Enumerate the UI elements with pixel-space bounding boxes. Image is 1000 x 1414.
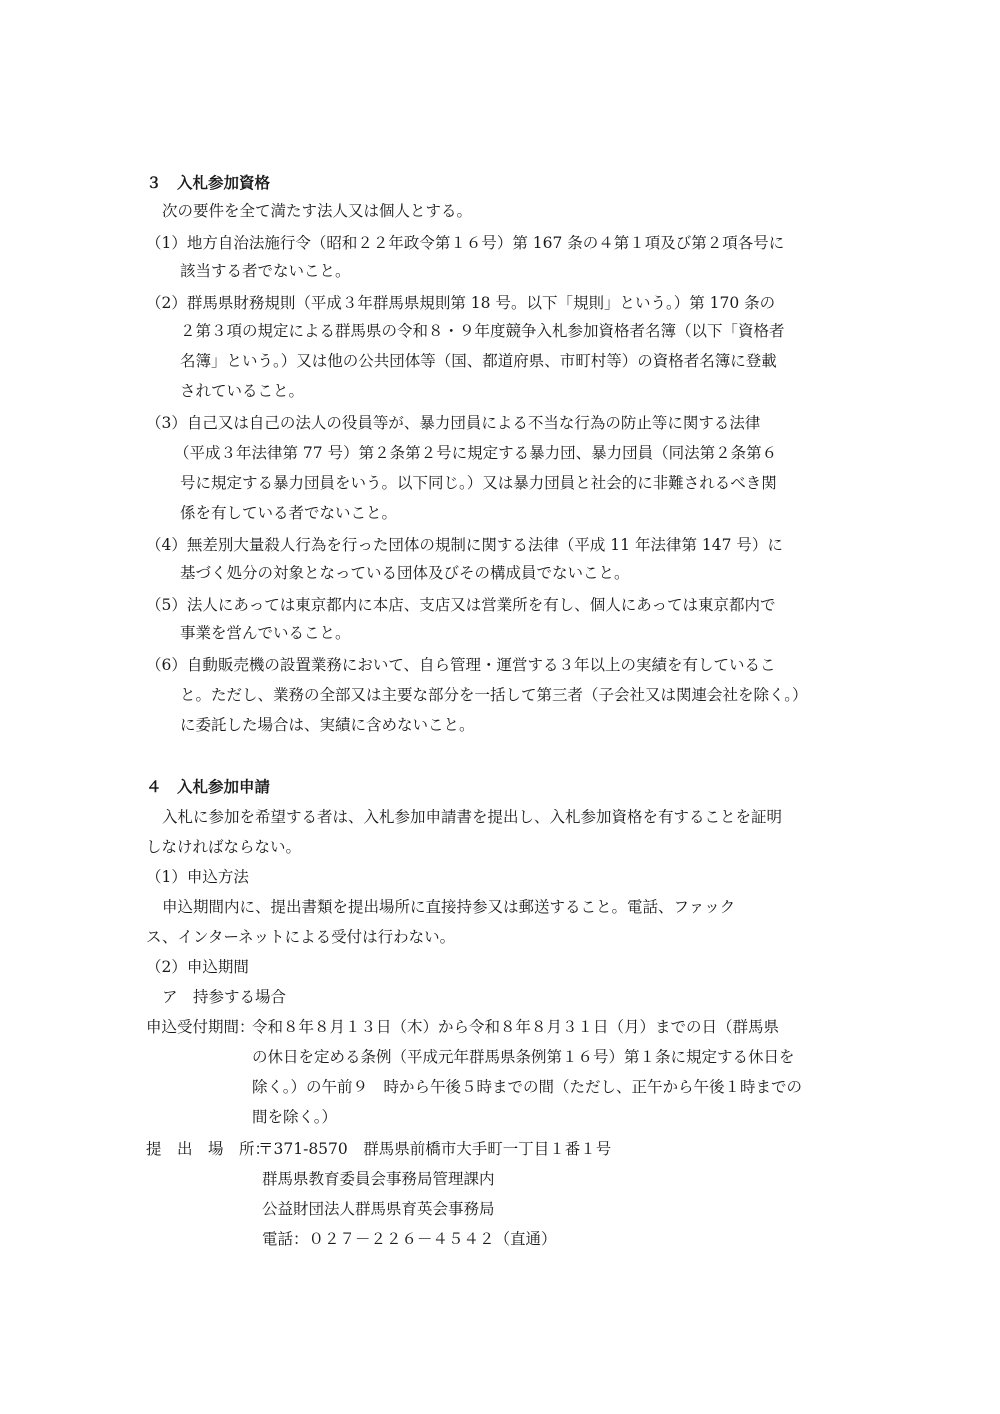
sub-heading-a: ア 持参する場合: [162, 988, 287, 1006]
item-6-line-1: （6）自動販売機の設置業務において、自ら管理・運営する３年以上の実績を有しているこ: [146, 656, 776, 674]
item-3-line-2: （平成３年法律第 77 号）第２条第２号に規定する暴力団、暴力団員（同法第２条第６: [174, 444, 778, 462]
section-3-heading: ３ 入札参加資格: [146, 174, 271, 192]
period-heading: （2）申込期間: [146, 958, 249, 976]
reception-period-line-4: 間を除く。）: [252, 1108, 337, 1126]
submission-office-1: 群馬県教育委員会事務局管理課内: [262, 1170, 495, 1188]
item-3-line-1: （3）自己又は自己の法人の役員等が、暴力団員による不当な行為の防止等に関する法律: [146, 414, 761, 432]
item-3-line-3: 号に規定する暴力団員をいう。以下同じ。）又は暴力団員と社会的に非難されるべき関: [180, 474, 777, 492]
item-6-line-3: に委託した場合は、実績に含めないこと。: [180, 716, 475, 734]
submission-office-2: 公益財団法人群馬県育英会事務局: [262, 1200, 495, 1218]
item-2-line-1: （2）群馬県財務規則（平成３年群馬県規則第 18 号。以下「規則」という。）第 170 条の: [146, 294, 776, 312]
item-1-line-1: （1）地方自治法施行令（昭和２２年政令第１６号）第 167 条の４第１項及び第２項各号に: [146, 234, 785, 252]
reception-period-line-3: 除く。）の午前９ 時から午後５時までの間（ただし、正午から午後１時までの: [252, 1078, 802, 1096]
section-3-intro: 次の要件を全て満たす法人又は個人とする。: [162, 202, 473, 220]
method-text-line-2: ス、インターネットによる受付は行わない。: [146, 928, 456, 946]
item-1-line-2: 該当する者でないこと。: [180, 262, 351, 280]
item-5-line-2: 事業を営んでいること。: [180, 624, 351, 642]
reception-period-line-1: 令和８年８月１３日（木）から令和８年８月３１日（月）までの日（群馬県: [252, 1018, 780, 1036]
submission-phone: 電話：０２７－２２６－４５４２（直通）: [262, 1230, 557, 1248]
item-6-line-2: と。ただし、業務の全部又は主要な部分を一括して第三者（子会社又は関連会社を除く。）: [180, 686, 808, 704]
method-text-line-1: 申込期間内に、提出書類を提出場所に直接持参又は郵送すること。電話、ファック: [162, 898, 736, 916]
submission-address: 〒371-8570 群馬県前橋市大手町一丁目１番１号: [258, 1140, 612, 1158]
reception-period-label: 申込受付期間：: [146, 1018, 255, 1036]
section-4-intro-line-1: 入札に参加を希望する者は、入札参加申請書を提出し、入札参加資格を有することを証明: [162, 808, 783, 826]
item-5-line-1: （5）法人にあっては東京都内に本店、支店又は営業所を有し、個人にあっては東京都内で: [146, 596, 776, 614]
submission-place-label: 提 出 場 所：: [146, 1140, 271, 1158]
item-4-line-1: （4）無差別大量殺人行為を行った団体の規制に関する法律（平成 11 年法律第 147 号）に: [146, 536, 783, 554]
item-2-line-4: されていること。: [180, 382, 305, 400]
section-4-intro-line-2: しなければならない。: [146, 838, 302, 856]
method-heading: （1）申込方法: [146, 868, 249, 886]
reception-period-line-2: の休日を定める条例（平成元年群馬県条例第１６号）第１条に規定する休日を: [252, 1048, 795, 1066]
item-4-line-2: 基づく処分の対象となっている団体及びその構成員でないこと。: [180, 564, 630, 582]
item-2-line-3: 名簿」という。）又は他の公共団体等（国、都道府県、市町村等）の資格者名簿に登載: [180, 352, 777, 370]
section-4-heading: ４ 入札参加申請: [146, 778, 271, 796]
item-3-line-4: 係を有している者でないこと。: [180, 504, 398, 522]
item-2-line-2: ２第３項の規定による群馬県の令和８・９年度競争入札参加資格者名簿（以下「資格者: [180, 322, 785, 340]
